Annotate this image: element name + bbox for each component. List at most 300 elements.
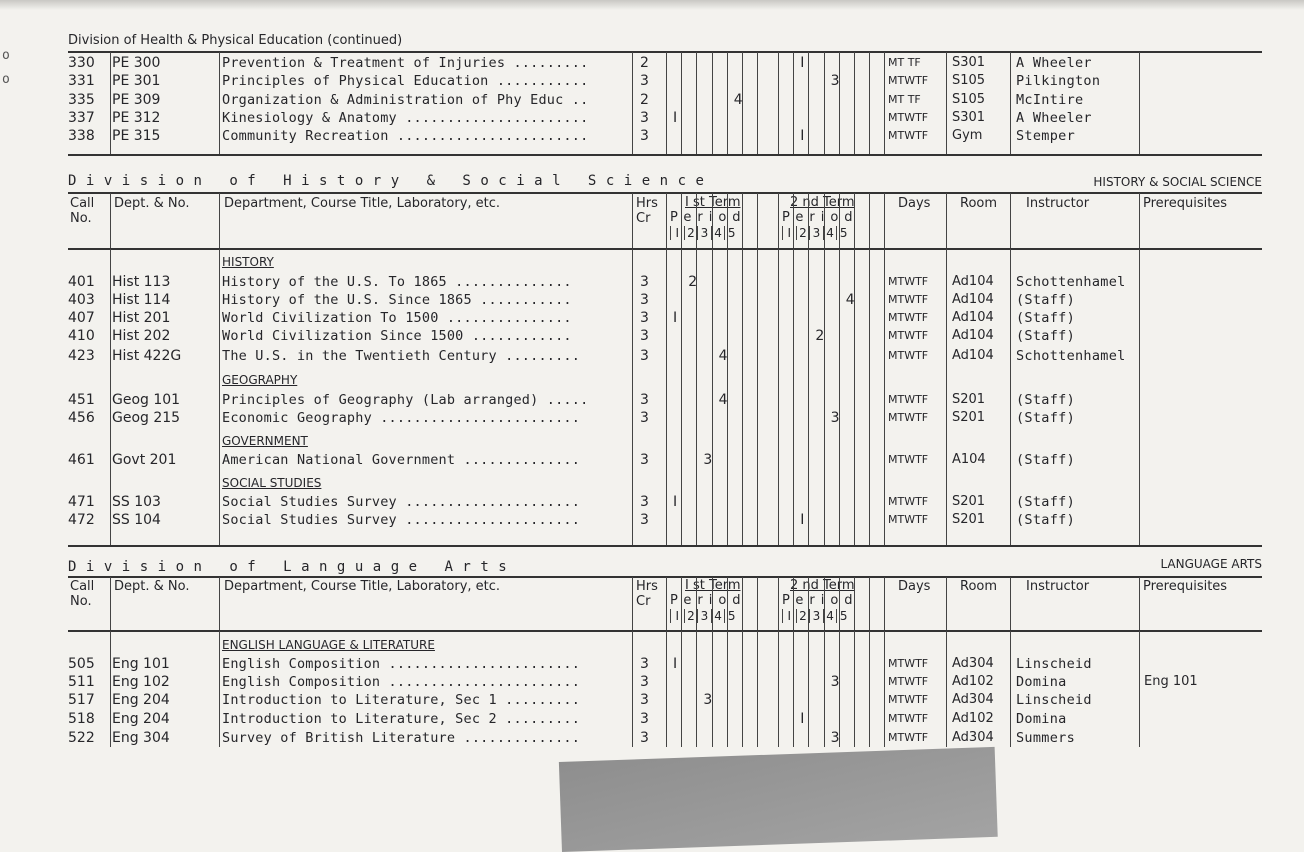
- period-divider: [839, 193, 840, 248]
- cell-hrs: 3: [640, 494, 649, 510]
- column-divider: [219, 193, 220, 248]
- cell-instr: (Staff): [1016, 392, 1075, 408]
- section-subheading: GOVERNMENT: [222, 434, 308, 448]
- cell-call: 517: [68, 692, 95, 708]
- period-divider: [854, 249, 855, 545]
- cell-dept: SS 103: [112, 494, 161, 510]
- period-divider: [793, 193, 794, 248]
- cell-instr: (Staff): [1016, 292, 1075, 308]
- period-number: I: [782, 609, 796, 623]
- cell-room: S301: [952, 55, 986, 70]
- cell-hrs: 3: [640, 711, 649, 727]
- column-divider: [946, 193, 947, 248]
- section-subheading: ENGLISH LANGUAGE & LITERATURE: [222, 638, 435, 652]
- period-divider: [839, 52, 840, 154]
- period-divider: [712, 249, 713, 545]
- cell-title: Prevention & Treatment of Injuries .........: [222, 55, 589, 71]
- language-division-header: Division of Language Arts: [68, 559, 517, 575]
- term1-col-header: I st Term: [685, 195, 741, 210]
- cell-dept: PE 309: [112, 92, 161, 108]
- period-divider: [696, 249, 697, 545]
- column-divider: [1010, 52, 1011, 154]
- period-divider: [824, 577, 825, 630]
- call-col-header: Call No.: [70, 579, 95, 609]
- cell-hrs: 3: [640, 656, 649, 672]
- cell-instr: (Staff): [1016, 410, 1075, 426]
- cell-dept: PE 300: [112, 55, 161, 71]
- cell-room: S301: [952, 110, 986, 125]
- column-divider: [110, 631, 111, 747]
- cell-hrs: 3: [640, 128, 649, 144]
- pe-bottom-rule: [68, 154, 1262, 156]
- period-divider: [681, 193, 682, 248]
- cell-room: S105: [952, 92, 986, 107]
- cell-room: Ad102: [952, 674, 994, 689]
- period-mark: 3: [830, 674, 840, 690]
- dept-col-header: Dept. & No.: [114, 579, 190, 594]
- cell-call: 456: [68, 410, 95, 426]
- cell-dept: Hist 201: [112, 310, 171, 326]
- cell-days: MTWTF: [888, 495, 929, 508]
- prereq-col-header: Prerequisites: [1143, 196, 1228, 211]
- period-divider: [727, 249, 728, 545]
- cell-call: 472: [68, 512, 95, 528]
- section-subheading: HISTORY: [222, 255, 274, 269]
- period-divider: [696, 577, 697, 630]
- cell-call: 505: [68, 656, 95, 672]
- period-divider: [793, 631, 794, 747]
- cell-title: World Civilization Since 1500 ............: [222, 328, 572, 344]
- column-divider: [1139, 193, 1140, 248]
- period-number: 2: [796, 609, 810, 623]
- period-mark: I: [673, 310, 678, 326]
- period-divider: [696, 52, 697, 154]
- instructor-col-header: Instructor: [1026, 579, 1090, 594]
- cell-title: World Civilization To 1500 ...............: [222, 310, 572, 326]
- cell-instr: Stemper: [1016, 128, 1075, 144]
- column-divider: [778, 193, 779, 248]
- period-mark: 3: [830, 73, 840, 89]
- column-divider: [219, 631, 220, 747]
- period-divider: [808, 193, 809, 248]
- period-divider: [869, 249, 870, 545]
- cell-days: MTWTF: [888, 349, 929, 362]
- cell-room: Gym: [952, 128, 983, 143]
- column-divider: [884, 52, 885, 154]
- cell-call: 461: [68, 452, 95, 468]
- cell-room: S201: [952, 494, 986, 509]
- cell-dept: PE 312: [112, 110, 161, 126]
- history-bottom-rule: [68, 545, 1262, 547]
- language-running-head: LANGUAGE ARTS: [1160, 557, 1262, 571]
- title-col-header: Department, Course Title, Laboratory, etc.: [224, 196, 501, 211]
- cell-days: MTWTF: [888, 657, 929, 670]
- period-divider: [742, 631, 743, 747]
- period-divider: [793, 249, 794, 545]
- room-col-header: Room: [960, 196, 998, 211]
- period-divider: [808, 631, 809, 747]
- language-header-rule: [68, 630, 1262, 632]
- cell-title: Social Studies Survey .....................: [222, 494, 581, 510]
- cell-title: Introduction to Literature, Sec 2 .........: [222, 711, 581, 727]
- call-col-header: Call No.: [70, 196, 95, 226]
- cell-title: The U.S. in the Twentieth Century .........: [222, 348, 581, 364]
- cell-hrs: 2: [640, 55, 649, 71]
- cell-hrs: 3: [640, 674, 649, 690]
- period-mark: 4: [733, 92, 743, 108]
- period-mark: I: [673, 494, 678, 510]
- cell-room: S201: [952, 512, 986, 527]
- cell-days: MTWTF: [888, 675, 929, 688]
- period-divider: [808, 249, 809, 545]
- period-number: I: [670, 226, 684, 240]
- period-divider: [854, 52, 855, 154]
- cell-call: 423: [68, 348, 95, 364]
- cell-instr: Pilkington: [1016, 73, 1101, 89]
- cell-room: Ad104: [952, 328, 994, 343]
- column-divider: [110, 249, 111, 545]
- column-divider: [1010, 249, 1011, 545]
- period-mark: 3: [703, 692, 713, 708]
- period-divider: [727, 193, 728, 248]
- hrs-col-header: Hrs Cr: [636, 196, 658, 226]
- cell-call: 403: [68, 292, 95, 308]
- cell-dept: Hist 113: [112, 274, 171, 290]
- column-divider: [884, 631, 885, 747]
- period-divider: [727, 577, 728, 630]
- history-running-head: HISTORY & SOCIAL SCIENCE: [1093, 175, 1262, 189]
- cell-title: Kinesiology & Anatomy ......................: [222, 110, 589, 126]
- cell-hrs: 3: [640, 274, 649, 290]
- cell-dept: Eng 101: [112, 656, 170, 672]
- period-number: I: [782, 226, 796, 240]
- period-mark: 3: [830, 730, 840, 746]
- history-top-rule: [68, 192, 1262, 194]
- days-col-header: Days: [898, 579, 931, 594]
- period-mark: I: [800, 128, 805, 144]
- cell-instr: Domina: [1016, 711, 1067, 727]
- period-divider: [757, 577, 758, 630]
- column-divider: [1139, 631, 1140, 747]
- column-divider: [666, 577, 667, 630]
- column-divider: [666, 193, 667, 248]
- cell-days: MT TF: [888, 93, 921, 106]
- section-subheading: GEOGRAPHY: [222, 373, 298, 387]
- cell-title: Social Studies Survey .....................: [222, 512, 581, 528]
- cell-dept: Eng 204: [112, 711, 170, 727]
- period-mark: 4: [718, 348, 728, 364]
- cell-title: Introduction to Literature, Sec 1 .........: [222, 692, 581, 708]
- cell-instr: (Staff): [1016, 512, 1075, 528]
- column-divider: [778, 249, 779, 545]
- period-number: 5: [724, 226, 738, 240]
- cell-room: Ad104: [952, 348, 994, 363]
- cell-hrs: 3: [640, 452, 649, 468]
- column-divider: [632, 52, 633, 154]
- cell-dept: Hist 202: [112, 328, 171, 344]
- pe-division-header: Division of Health & Physical Education (continued): [68, 33, 403, 48]
- language-top-rule: [68, 576, 1262, 578]
- cell-title: Organization & Administration of Phy Educ ..: [222, 92, 589, 108]
- column-divider: [632, 249, 633, 545]
- column-divider: [219, 577, 220, 630]
- cell-call: 338: [68, 128, 95, 144]
- cell-dept: PE 301: [112, 73, 161, 89]
- period-number: 5: [724, 609, 738, 623]
- period-number: 4: [823, 226, 837, 240]
- cell-days: MTWTF: [888, 453, 929, 466]
- cell-days: MTWTF: [888, 731, 929, 744]
- column-divider: [1139, 577, 1140, 630]
- term1-col-header: I st Term: [685, 578, 741, 593]
- period-divider: [824, 249, 825, 545]
- period-number: 3: [697, 609, 711, 623]
- column-divider: [110, 193, 111, 248]
- column-divider: [884, 193, 885, 248]
- column-divider: [946, 249, 947, 545]
- period-number: 3: [697, 226, 711, 240]
- cell-dept: Geog 101: [112, 392, 181, 408]
- period-number: 5: [836, 609, 850, 623]
- cell-days: MTWTF: [888, 393, 929, 406]
- period-divider: [712, 193, 713, 248]
- cell-title: Principles of Physical Education ...........: [222, 73, 589, 89]
- period-divider: [742, 52, 743, 154]
- cell-hrs: 3: [640, 292, 649, 308]
- period-divider: [869, 193, 870, 248]
- cell-days: MTWTF: [888, 329, 929, 342]
- days-col-header: Days: [898, 196, 931, 211]
- period-number: 4: [711, 226, 725, 240]
- cell-call: 511: [68, 674, 95, 690]
- scan-artifact: [559, 747, 998, 852]
- scan-edge: [0, 0, 1304, 10]
- column-divider: [1139, 52, 1140, 154]
- dept-col-header: Dept. & No.: [114, 196, 190, 211]
- period-mark: I: [673, 656, 678, 672]
- cell-instr: McIntire: [1016, 92, 1084, 108]
- period-number: I: [670, 609, 684, 623]
- cell-room: Ad304: [952, 656, 994, 671]
- cell-call: 401: [68, 274, 95, 290]
- cell-call: 330: [68, 55, 95, 71]
- section-subheading: SOCIAL STUDIES: [222, 476, 322, 490]
- period-label: Period: [670, 593, 747, 608]
- period-divider: [793, 577, 794, 630]
- cell-days: MTWTF: [888, 411, 929, 424]
- column-divider: [632, 193, 633, 248]
- cell-hrs: 3: [640, 110, 649, 126]
- period-divider: [824, 631, 825, 747]
- cell-instr: Domina: [1016, 674, 1067, 690]
- period-mark: 4: [718, 392, 728, 408]
- cell-room: Ad304: [952, 730, 994, 745]
- period-divider: [757, 52, 758, 154]
- period-divider: [727, 52, 728, 154]
- cell-instr: (Staff): [1016, 310, 1075, 326]
- period-number: 5: [836, 226, 850, 240]
- period-divider: [839, 577, 840, 630]
- cell-room: Ad102: [952, 711, 994, 726]
- cell-room: Ad104: [952, 274, 994, 289]
- margin-mark: o: [2, 48, 10, 63]
- cell-dept: Eng 304: [112, 730, 170, 746]
- cell-days: MTWTF: [888, 111, 929, 124]
- cell-hrs: 3: [640, 392, 649, 408]
- cell-room: Ad304: [952, 692, 994, 707]
- period-mark: I: [800, 55, 805, 71]
- cell-days: MTWTF: [888, 513, 929, 526]
- cell-instr: (Staff): [1016, 452, 1075, 468]
- cell-title: Community Recreation .......................: [222, 128, 589, 144]
- cell-title: American National Government ..............: [222, 452, 581, 468]
- cell-dept: PE 315: [112, 128, 161, 144]
- cell-hrs: 3: [640, 328, 649, 344]
- cell-room: S201: [952, 410, 986, 425]
- period-number: 4: [711, 609, 725, 623]
- period-divider: [681, 631, 682, 747]
- prereq-col-header: Prerequisites: [1143, 579, 1228, 594]
- cell-call: 337: [68, 110, 95, 126]
- cell-title: History of the U.S. To 1865 ..............: [222, 274, 572, 290]
- period-mark: 4: [845, 292, 855, 308]
- cell-hrs: 2: [640, 92, 649, 108]
- cell-title: Principles of Geography (Lab arranged) .....: [222, 392, 589, 408]
- cell-prereq: Eng 101: [1144, 674, 1198, 689]
- period-mark: 2: [688, 274, 698, 290]
- period-divider: [824, 52, 825, 154]
- column-divider: [884, 577, 885, 630]
- cell-hrs: 3: [640, 692, 649, 708]
- period-divider: [757, 193, 758, 248]
- cell-dept: Hist 422G: [112, 348, 182, 364]
- cell-instr: (Staff): [1016, 328, 1075, 344]
- period-mark: 2: [815, 328, 825, 344]
- hrs-col-header: Hrs Cr: [636, 579, 658, 609]
- period-divider: [854, 631, 855, 747]
- period-mark: I: [673, 110, 678, 126]
- column-divider: [219, 249, 220, 545]
- period-divider: [681, 52, 682, 154]
- cell-room: A104: [952, 452, 986, 467]
- cell-call: 335: [68, 92, 95, 108]
- period-divider: [696, 193, 697, 248]
- column-divider: [666, 249, 667, 545]
- cell-days: MT TF: [888, 56, 921, 69]
- period-divider: [727, 631, 728, 747]
- period-number: 2: [796, 226, 810, 240]
- column-divider: [946, 631, 947, 747]
- cell-hrs: 3: [640, 310, 649, 326]
- cell-days: MTWTF: [888, 311, 929, 324]
- cell-instr: (Staff): [1016, 494, 1075, 510]
- period-divider: [869, 631, 870, 747]
- column-divider: [1139, 249, 1140, 545]
- period-divider: [839, 631, 840, 747]
- column-divider: [666, 631, 667, 747]
- period-divider: [742, 577, 743, 630]
- cell-title: History of the U.S. Since 1865 ...........: [222, 292, 572, 308]
- column-divider: [946, 52, 947, 154]
- history-header-rule: [68, 248, 1262, 250]
- cell-dept: SS 104: [112, 512, 161, 528]
- period-divider: [869, 577, 870, 630]
- column-divider: [666, 52, 667, 154]
- cell-title: Survey of British Literature ..............: [222, 730, 581, 746]
- period-divider: [808, 52, 809, 154]
- column-divider: [110, 52, 111, 154]
- period-divider: [757, 249, 758, 545]
- cell-instr: Summers: [1016, 730, 1075, 746]
- cell-instr: A Wheeler: [1016, 55, 1092, 71]
- period-label: Period: [670, 210, 747, 225]
- period-divider: [824, 193, 825, 248]
- cell-hrs: 3: [640, 348, 649, 364]
- column-divider: [1010, 631, 1011, 747]
- cell-call: 451: [68, 392, 95, 408]
- cell-instr: Schottenhamel: [1016, 348, 1126, 364]
- cell-call: 410: [68, 328, 95, 344]
- cell-call: 407: [68, 310, 95, 326]
- cell-dept: Eng 102: [112, 674, 170, 690]
- column-divider: [632, 631, 633, 747]
- cell-instr: Linscheid: [1016, 692, 1092, 708]
- period-divider: [854, 193, 855, 248]
- cell-instr: Schottenhamel: [1016, 274, 1126, 290]
- cell-hrs: 3: [640, 410, 649, 426]
- cell-instr: Linscheid: [1016, 656, 1092, 672]
- cell-dept: Geog 215: [112, 410, 181, 426]
- cell-hrs: 3: [640, 730, 649, 746]
- cell-call: 522: [68, 730, 95, 746]
- cell-title: English Composition .......................: [222, 674, 581, 690]
- title-col-header: Department, Course Title, Laboratory, etc.: [224, 579, 501, 594]
- cell-dept: Hist 114: [112, 292, 171, 308]
- cell-call: 518: [68, 711, 95, 727]
- cell-title: Economic Geography ........................: [222, 410, 581, 426]
- cell-instr: A Wheeler: [1016, 110, 1092, 126]
- period-divider: [712, 577, 713, 630]
- period-label: Period: [782, 593, 859, 608]
- cell-room: Ad104: [952, 310, 994, 325]
- period-divider: [681, 577, 682, 630]
- period-divider: [712, 52, 713, 154]
- period-divider: [696, 631, 697, 747]
- column-divider: [632, 577, 633, 630]
- history-division-header: Division of History & Social Science: [68, 173, 714, 189]
- column-divider: [946, 577, 947, 630]
- column-divider: [778, 52, 779, 154]
- period-divider: [793, 52, 794, 154]
- cell-days: MTWTF: [888, 693, 929, 706]
- term2-col-header: 2 nd Term: [790, 578, 855, 593]
- period-mark: I: [800, 711, 805, 727]
- cell-days: MTWTF: [888, 293, 929, 306]
- period-divider: [681, 249, 682, 545]
- period-number: 2: [684, 226, 698, 240]
- column-divider: [1010, 193, 1011, 248]
- period-divider: [839, 249, 840, 545]
- margin-mark: o: [2, 72, 10, 87]
- cell-dept: Govt 201: [112, 452, 177, 468]
- pe-top-rule: [68, 51, 1262, 53]
- period-number: 3: [809, 609, 823, 623]
- cell-days: MTWTF: [888, 275, 929, 288]
- period-divider: [869, 52, 870, 154]
- cell-room: S105: [952, 73, 986, 88]
- cell-room: Ad104: [952, 292, 994, 307]
- period-divider: [757, 631, 758, 747]
